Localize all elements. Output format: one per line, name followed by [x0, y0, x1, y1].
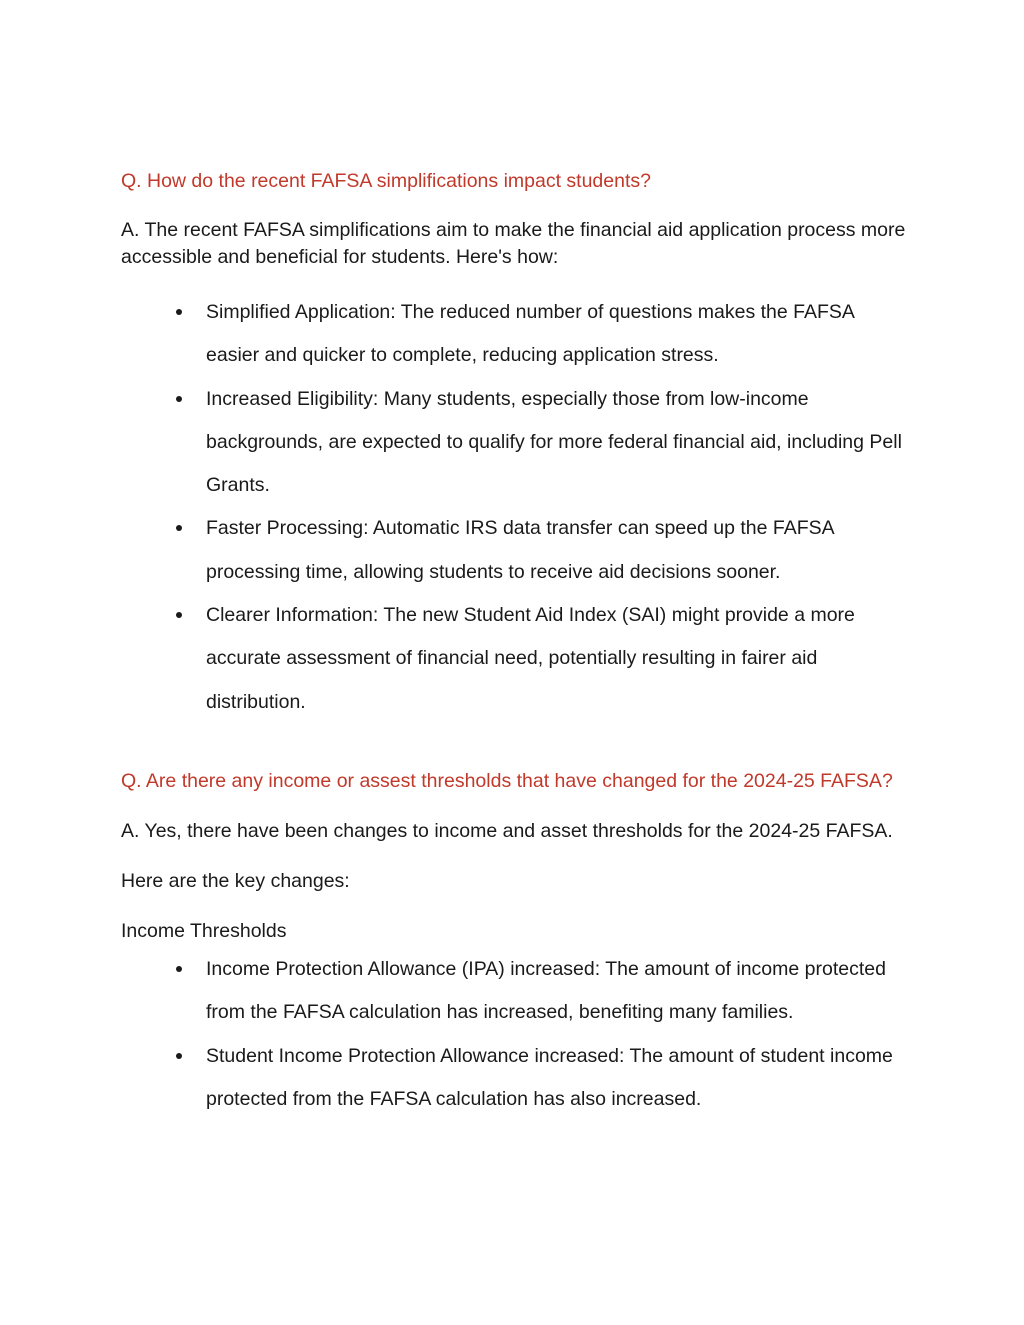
list-item-text: Faster Processing: Automatic IRS data transfer can speed up the FAFSA processing time, allowing students to receive aid decisions sooner.: [206, 517, 834, 583]
question-heading-2: Q. Are there any income or assest thresholds that have changed for the 2024-25 FAFSA?: [121, 769, 893, 792]
list-item: [121, 948, 911, 1035]
bullet-icon: [176, 396, 182, 402]
subheading-income-thresholds: Income Thresholds: [121, 919, 287, 942]
answer-paragraph-2: A. Yes, there have been changes to income and asset thresholds for the 2024-25 FAFSA.: [121, 819, 893, 842]
list-item: [121, 1035, 911, 1122]
bullet-list-1: [121, 291, 911, 724]
list-item: [121, 594, 911, 724]
bullet-icon: [176, 525, 182, 531]
document-page: [121, 168, 911, 1121]
list-item-text: Simplified Application: The reduced number of questions makes the FAFSA easier and quicker to complete, reducing application stress.: [206, 301, 854, 367]
question-heading-1: Q. How do the recent FAFSA simplifications impact students?: [121, 170, 651, 192]
bullet-icon: [176, 1053, 182, 1059]
bullet-icon: [176, 612, 182, 618]
list-item: [121, 378, 911, 508]
list-item-text: Student Income Protection Allowance increased: The amount of student income protected from the FAFSA calculation has also increased.: [206, 1044, 893, 1110]
list-item-text: Clearer Information: The new Student Aid Index (SAI) might provide a more accurate assessment of financial need, potentially resulting in fairer aid distribution.: [206, 604, 855, 713]
bullet-icon: [176, 966, 182, 972]
list-item: [121, 507, 911, 594]
list-item: [121, 291, 911, 378]
list-item-text: Income Protection Allowance (IPA) increased: The amount of income protected from the FAFSA calculation has increased, benefiting many families.: [206, 957, 886, 1024]
answer-paragraph-1: A. The recent FAFSA simplifications aim to make the financial aid application process more accessible and beneficial for students. Here's how:: [121, 219, 906, 268]
bullet-icon: [176, 309, 182, 315]
list-item-text: Increased Eligibility: Many students, especially those from low-income backgrounds, are expected to qualify for more federal financial aid, including Pell Grants.: [206, 387, 902, 497]
intro-paragraph: Here are the key changes:: [121, 869, 350, 892]
bullet-list-2: [121, 948, 911, 1121]
